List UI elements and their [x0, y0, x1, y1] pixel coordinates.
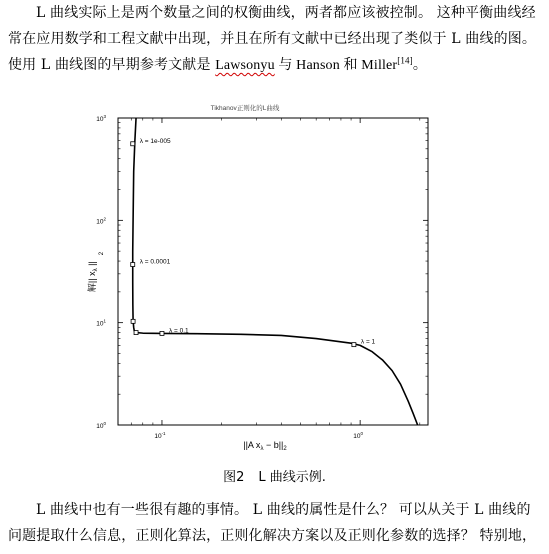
y-tick-label: $10^3$ [96, 114, 106, 123]
caption-text: L 曲线示例. [258, 470, 326, 485]
y-tick-label: $10^2$ [96, 216, 106, 226]
y-tick-label: $10^1$ [96, 318, 106, 328]
x-tick-label: $10^{-1}$ [154, 431, 166, 440]
y-axis-label: 解|| $x_\lambda$ $||_2$ [87, 251, 105, 293]
lambda-marker [131, 319, 135, 323]
lambda-label: λ = 1 [360, 338, 376, 346]
x-tick-label: $10^0$ [353, 431, 364, 440]
citation-ref: [14] [397, 55, 413, 66]
intro-line-3 [8, 52, 544, 79]
lambda-label: λ = 0.0001 [139, 258, 171, 266]
intro-line-2: 常在应用数学和工程文献中出现，并且在所有文献中已经出现了类似于 L 曲线的图。 [8, 31, 537, 47]
lambda-marker [160, 331, 164, 335]
plot-frame [118, 118, 428, 425]
lambda-marker [352, 343, 356, 347]
l-curve-line [133, 118, 418, 425]
discussion-line-2: 问题提取什么信息，正则化算法，正则化解决方案以及正则化参数的选择？ 特别地， [8, 528, 537, 544]
y-tick-label: $10^0$ [96, 421, 106, 430]
intro-line-3-end: 。 [412, 57, 427, 73]
lambda-marker [131, 142, 135, 146]
lambda-label: λ = 0.1 [168, 327, 189, 335]
discussion-line-1: L 曲线中也有一些很有趣的事情。 L 曲线的属性是什么？ 可以从关于 L 曲线的 [36, 502, 531, 518]
intro-line-3-post: 与 Hanson 和 Miller [274, 58, 398, 73]
intro-paragraph [8, 0, 544, 79]
intro-line-3-pre: 使用 L 曲线图的早期参考文献是 [8, 57, 216, 73]
lambda-marker [134, 331, 138, 335]
figure-caption [0, 466, 549, 485]
discussion-paragraph [8, 497, 544, 549]
l-curve-figure [80, 100, 470, 462]
x-axis-label: ||A $x_\lambda - b||_2$ [243, 440, 287, 452]
lambda-label: λ = 1e-005 [139, 137, 171, 145]
lambda-marker [131, 263, 135, 267]
caption-label: 图2 [223, 470, 245, 485]
intro-line-1: L 曲线实际上是两个数量之间的权衡曲线，两者都应该被控制。 这种平衡曲线经 [36, 5, 536, 21]
chart-title: Tikhanov正则化的L曲线 [210, 105, 280, 112]
spellcheck-word: Lawsonyu [215, 58, 275, 73]
